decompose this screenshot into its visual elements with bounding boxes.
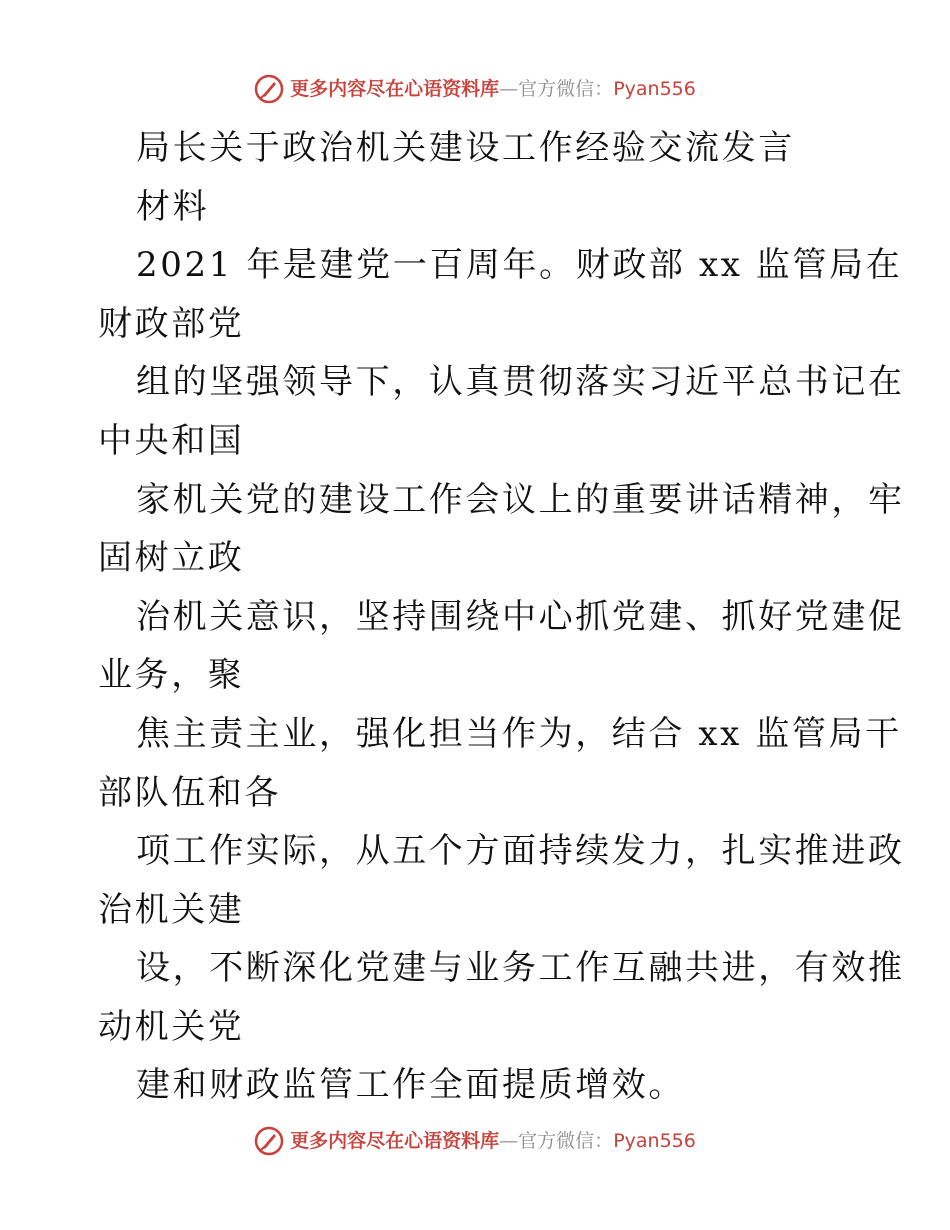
watermark-text (290, 75, 696, 103)
paragraph-line: 部队伍和各 (98, 773, 281, 813)
paragraph-line: 业务，聚 (98, 655, 245, 695)
watermark-wechat-id: Pyan556 (613, 1130, 696, 1152)
quill-logo-icon (254, 74, 284, 104)
paragraph-line: 建和财政监管工作全面提质增效。 (136, 1065, 685, 1105)
watermark-site-text: 更多内容尽在心语资料库 (290, 78, 500, 100)
watermark-dash: — (499, 1130, 519, 1152)
paragraph-line: 动机关党 (98, 1007, 245, 1047)
paragraph-line: 中央和国 (98, 421, 245, 461)
document-title-line-2: 材料 (136, 187, 210, 227)
paragraph-line: 治机关意识，坚持围绕中心抓党建、抓好党建促 (136, 597, 905, 637)
paragraph-line: 固树立政 (98, 538, 245, 578)
paragraph-line: 治机关建 (98, 890, 245, 930)
document-title-line-1: 局长关于政治机关建设工作经验交流发言 (136, 128, 795, 168)
watermark-site-text: 更多内容尽在心语资料库 (290, 1130, 500, 1152)
footer-watermark (0, 1126, 950, 1156)
paragraph-line: 设，不断深化党建与业务工作互融共进，有效推 (136, 948, 905, 988)
paragraph-line: 家机关党的建设工作会议上的重要讲话精神，牢 (136, 480, 905, 520)
watermark-text (290, 1127, 696, 1155)
watermark-label: 官方微信： (518, 1130, 614, 1152)
paragraph-line: 2021 年是建党一百周年。财政部 xx 监管局在 (136, 245, 903, 285)
paragraph-line: 项工作实际，从五个方面持续发力，扎实推进政 (136, 831, 905, 871)
watermark-wechat-id: Pyan556 (613, 78, 696, 100)
watermark-dash: — (499, 78, 519, 100)
quill-logo-icon (254, 1126, 284, 1156)
header-watermark (0, 74, 950, 104)
paragraph-line: 焦主责主业，强化担当作为，结合 xx 监管局干 (136, 714, 902, 754)
watermark-label: 官方微信： (518, 78, 614, 100)
paragraph-line: 组的坚强领导下，认真贯彻落实习近平总书记在 (136, 362, 905, 402)
paragraph-line: 财政部党 (98, 304, 245, 344)
